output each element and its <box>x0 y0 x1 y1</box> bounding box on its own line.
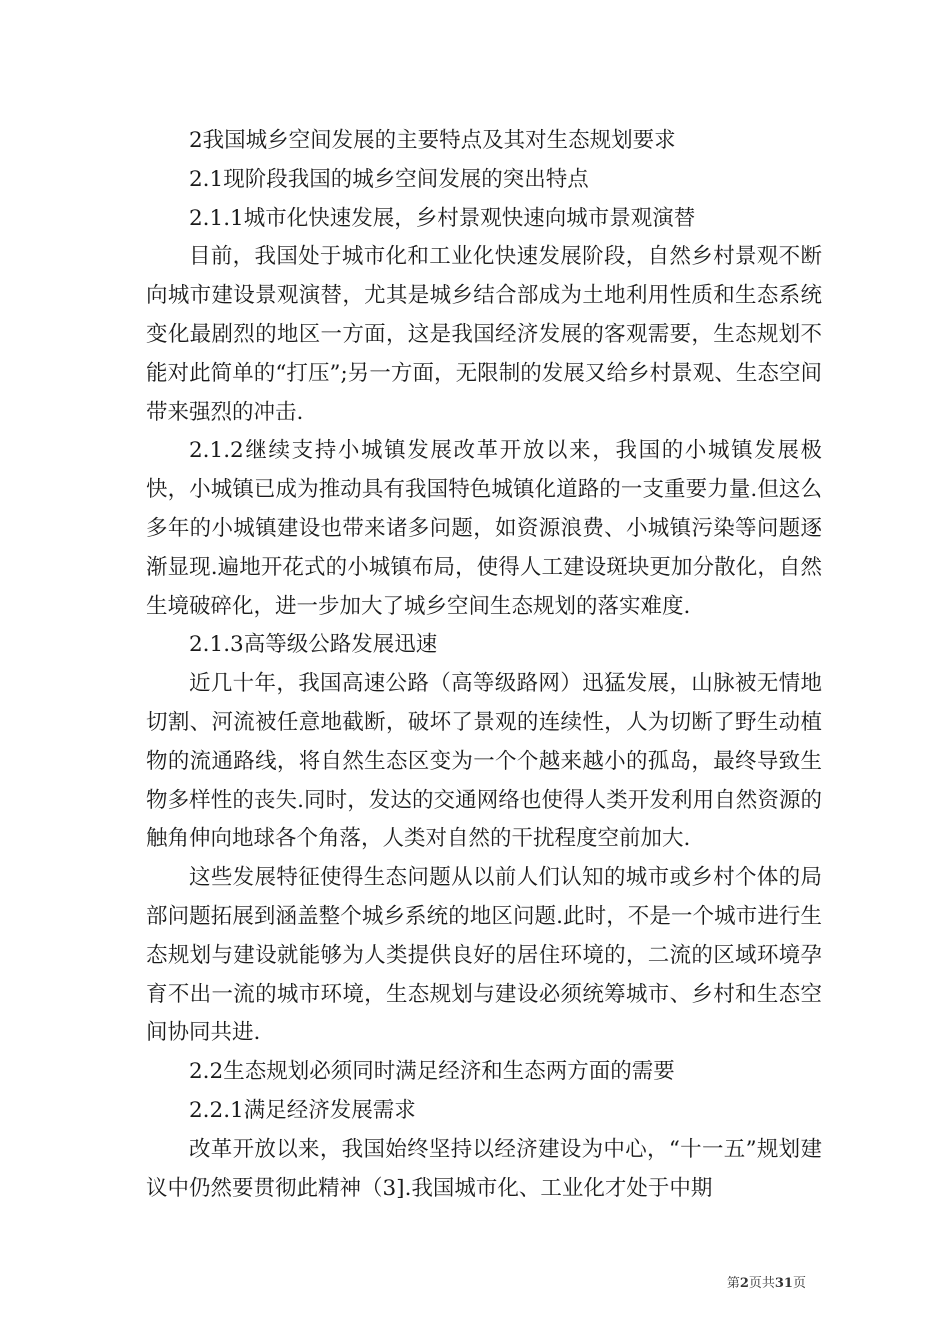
subsection-heading: 2.1现阶段我国的城乡空间发展的突出特点 <box>189 166 589 192</box>
subsubsection-heading: 2.2.1满足经济发展需求 <box>189 1097 416 1123</box>
body-paragraph: 2.1.2继续支持小城镇发展改革开放以来，我国的小城镇发展极快，小城镇已成为推动具有我国特色城镇化道路的一支重要力量.但这么多年的小城镇建设也带来诸多问题，如资源浪费、小城镇污染等问题逐渐显现.遍地开花式的小城镇布局，使得人工建设斑块更加分散化，自然生境破碎化，进一步加大了城乡空间生态规划的落实难度. <box>146 438 822 619</box>
body-paragraph: 目前，我国处于城市化和工业化快速发展阶段，自然乡村景观不断向城市建设景观演替，尤其是城乡结合部成为土地利用性质和生态系统变化最剧烈的地区一方面，这是我国经济发展的客观需要，生态规划不能对此简单的“打压”;另一方面，无限制的发展又给乡村景观、生态空间带来强烈的冲击. <box>146 244 822 425</box>
document-body <box>146 122 822 1208</box>
subsubsection-heading: 2.1.3高等级公路发展迅速 <box>189 632 438 658</box>
subsection-heading: 2.2生态规划必须同时满足经济和生态两方面的需要 <box>189 1059 675 1085</box>
footer-middle: 页共 <box>748 1276 775 1291</box>
footer-suffix: 页 <box>792 1276 806 1291</box>
body-paragraph: 近几十年，我国高速公路（高等级路网）迅猛发展，山脉被无情地切割、河流被任意地截断，破坏了景观的连续性，人为切断了野生动植物的流通路线，将自然生态区变为一个个越来越小的孤岛，最终导致生物多样性的丧失.同时，发达的交通网络也使得人类开发利用自然资源的触角伸向地球各个角落，人类对自然的干扰程度空前加大. <box>146 671 822 852</box>
body-paragraph: 这些发展特征使得生态问题从以前人们认知的城市或乡村个体的局部问题拓展到涵盖整个城乡系统的地区问题.此时，不是一个城市进行生态规划与建设就能够为人类提供良好的居住环境的，二流的区域环境孕育不出一流的城市环境，生态规划与建设必须统筹城市、乡村和生态空间协同共进. <box>146 865 822 1046</box>
current-page-number: 2 <box>739 1276 749 1291</box>
subsubsection-heading: 2.1.1城市化快速发展，乡村景观快速向城市景观演替 <box>189 205 696 231</box>
section-heading: 2我国城乡空间发展的主要特点及其对生态规划要求 <box>189 128 676 153</box>
total-page-count: 31 <box>774 1276 793 1291</box>
page-number-footer <box>0 1272 806 1291</box>
footer-prefix: 第 <box>726 1276 740 1291</box>
body-paragraph: 改革开放以来，我国始终坚持以经济建设为中心，“十一五”规划建议中仍然要贯彻此精神（3].我国城市化、工业化才处于中期 <box>146 1136 822 1201</box>
